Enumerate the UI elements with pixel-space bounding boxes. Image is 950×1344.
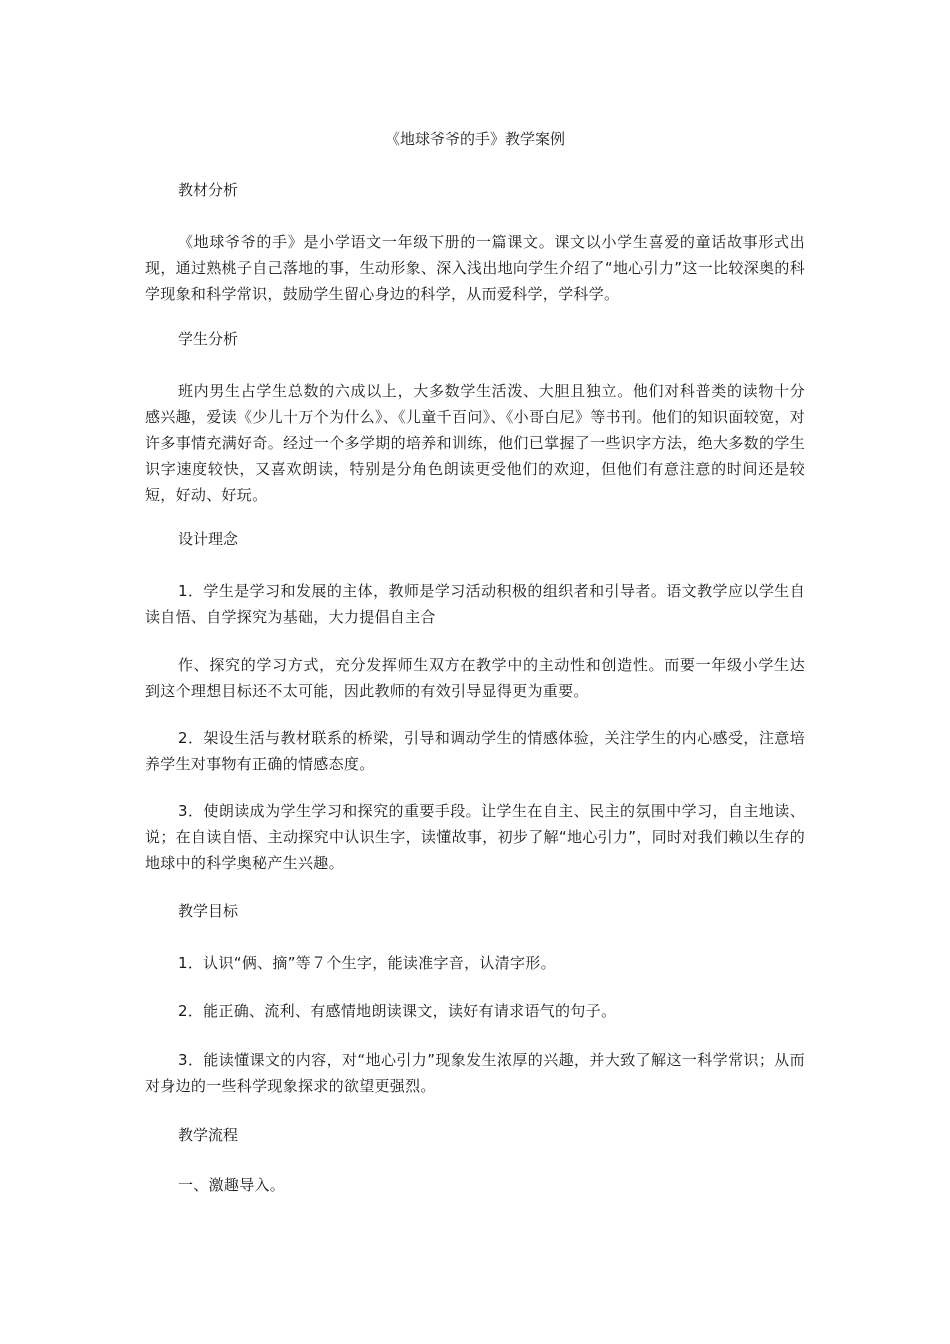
teaching-process-item-1: 一、激趣导入。: [178, 1176, 286, 1194]
heading-teaching-goals: 教学目标: [178, 902, 239, 920]
paragraph-material-analysis: 《地球爷爷的手》是小学语文一年级下册的一篇课文。课文以小学生喜爱的童话故事形式出现，通过熟桃子自己落地的事，生动形象、深入浅出地向学生介绍了“地心引力”这一比较深奥的科学现象和科学常识，鼓励学生留心身边的科学，从而爱科学，学科学。: [145, 233, 805, 303]
heading-design-concept: 设计理念: [178, 530, 239, 548]
heading-material-analysis: 教材分析: [178, 181, 239, 199]
design-concept-item-1-continued: 作、探究的学习方式，充分发挥师生双方在教学中的主动性和创造性。而要一年级小学生达到这个理想目标还不太可能，因此教师的有效引导显得更为重要。: [145, 656, 805, 700]
teaching-goal-item-1: 1．认识“俩、摘”等７个生字，能读准字音，认清字形。: [178, 954, 556, 972]
heading-teaching-process: 教学流程: [178, 1126, 239, 1144]
design-concept-item-2: 2．架设生活与教材联系的桥梁，引导和调动学生的情感体验，关注学生的内心感受，注意培养学生对事物有正确的情感态度。: [145, 729, 805, 773]
teaching-goal-item-3: 3．能读懂课文的内容，对“地心引力”现象发生浓厚的兴趣，并大致了解这一科学常识；从而对身边的一些科学现象探求的欲望更强烈。: [145, 1051, 805, 1095]
paragraph-student-analysis: 班内男生占学生总数的六成以上，大多数学生活泼、大胆且独立。他们对科普类的读物十分感兴趣，爱读《少儿十万个为什么》、《儿童千百问》、《小哥白尼》等书刊。他们的知识面较宽，对许多事情充满好奇。经过一个多学期的培养和训练，他们已掌握了一些识字方法，绝大多数的学生识字速度较快，又喜欢朗读，特别是分角色朗读更受他们的欢迎，但他们有意注意的时间还是较短，好动、好玩。: [145, 382, 805, 504]
document-title: 《地球爷爷的手》教学案例: [384, 130, 565, 148]
teaching-goal-item-2: 2．能正确、流利、有感情地朗读课文，读好有请求语气的句子。: [178, 1002, 617, 1020]
design-concept-item-3: 3．使朗读成为学生学习和探究的重要手段。让学生在自主、民主的氛围中学习，自主地读、说；在自读自悟、主动探究中认识生字，读懂故事，初步了解“地心引力”，同时对我们赖以生存的地球中的科学奥秘产生兴趣。: [145, 802, 805, 872]
heading-student-analysis: 学生分析: [178, 330, 239, 348]
design-concept-item-1: 1．学生是学习和发展的主体，教师是学习活动积极的组织者和引导者。语文教学应以学生自读自悟、自学探究为基础，大力提倡自主合: [145, 582, 805, 626]
